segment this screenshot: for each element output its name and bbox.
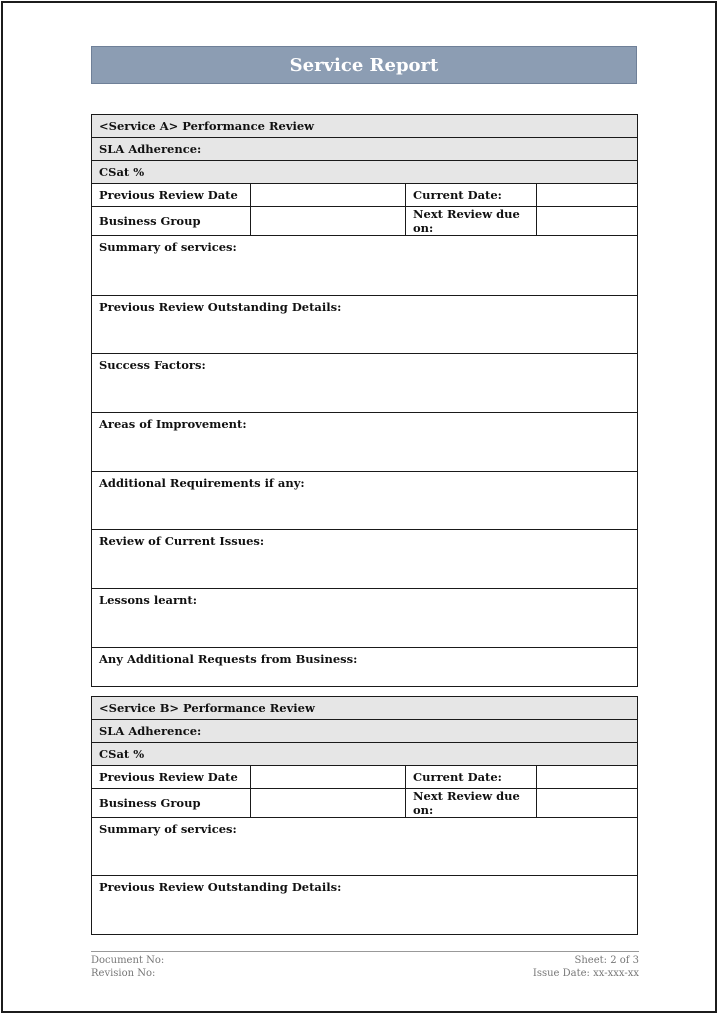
- lessons-learnt-field[interactable]: Lessons learnt:: [92, 589, 638, 648]
- previous-review-date-field[interactable]: [251, 184, 406, 207]
- issue-date: Issue Date: xx-xxx-xx: [532, 968, 639, 979]
- success-factors-field[interactable]: Success Factors:: [92, 354, 638, 413]
- additional-requests-field[interactable]: Any Additional Requests from Business:: [92, 648, 638, 687]
- sheet-number: Sheet: 2 of 3: [574, 955, 639, 966]
- summary-of-services-field[interactable]: Summary of services:: [92, 236, 638, 296]
- service-b-review-table: [91, 696, 638, 935]
- previous-outstanding-field[interactable]: Previous Review Outstanding Details:: [92, 876, 638, 935]
- business-group-field[interactable]: [251, 789, 406, 818]
- csat-label: CSat %: [92, 161, 638, 184]
- next-review-field[interactable]: [537, 207, 638, 236]
- current-date-field[interactable]: [537, 766, 638, 789]
- report-title: Service Report: [91, 46, 637, 84]
- previous-review-date-field[interactable]: [251, 766, 406, 789]
- document-no-label: Document No:: [91, 955, 165, 966]
- next-review-field[interactable]: [537, 789, 638, 818]
- document-page: [1, 1, 717, 1013]
- revision-no-label: Revision No:: [91, 968, 156, 979]
- additional-requirements-field[interactable]: Additional Requirements if any:: [92, 472, 638, 530]
- business-group-label: Business Group: [92, 207, 251, 236]
- section-header: <Service B> Performance Review: [92, 697, 638, 720]
- sla-adherence-label: SLA Adherence:: [92, 138, 638, 161]
- csat-label: CSat %: [92, 743, 638, 766]
- current-date-label: Current Date:: [406, 184, 537, 207]
- previous-review-date-label: Previous Review Date: [92, 184, 251, 207]
- next-review-label: Next Review due on:: [406, 207, 537, 236]
- sla-adherence-label: SLA Adherence:: [92, 720, 638, 743]
- previous-outstanding-field[interactable]: Previous Review Outstanding Details:: [92, 296, 638, 354]
- areas-of-improvement-field[interactable]: Areas of Improvement:: [92, 413, 638, 472]
- section-header: <Service A> Performance Review: [92, 115, 638, 138]
- business-group-field[interactable]: [251, 207, 406, 236]
- current-date-label: Current Date:: [406, 766, 537, 789]
- business-group-label: Business Group: [92, 789, 251, 818]
- next-review-label: Next Review due on:: [406, 789, 537, 818]
- service-a-review-table: [91, 114, 638, 687]
- previous-review-date-label: Previous Review Date: [92, 766, 251, 789]
- page-footer: [91, 951, 639, 980]
- current-date-field[interactable]: [537, 184, 638, 207]
- summary-of-services-field[interactable]: Summary of services:: [92, 818, 638, 876]
- review-current-issues-field[interactable]: Review of Current Issues:: [92, 530, 638, 589]
